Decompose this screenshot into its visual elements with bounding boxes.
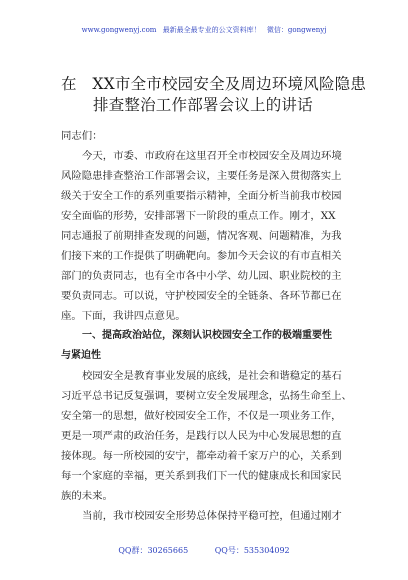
page-footer (0, 545, 408, 556)
body-text-line: 部门的负责同志，也有全市各中小学、幼儿园、职业院校的主 (61, 270, 342, 282)
body-text-line: 校园安全是教育事业发展的底线，是社会和谐稳定的基石 (82, 370, 342, 382)
body-text-line: 今天，市委、市政府在这里召开全市校园安全及周边环境 (82, 150, 342, 162)
qq-group: QQ群：30265665 (118, 546, 189, 555)
header-slogan: 最新最全最专业的公文资料库！ (162, 26, 261, 34)
body-text-line: 级关于安全工作的系列重要指示精神，全面分析当前我市校园 (61, 190, 342, 202)
body-text-line: 安全面临的形势，安排部署下一阶段的重点工作。刚才，XX (61, 210, 336, 222)
body-text-line: 座。下面，我讲四点意见。 (61, 310, 186, 322)
body-text-line: 习近平总书记反复强调，要树立安全发展理念，弘扬生命至上、 (61, 390, 352, 402)
body-text-line: 们接下来的工作提供了明确靶向。参加今天会议的有市直相关 (61, 250, 342, 262)
wechat-id: 微信：gongwenyj (266, 26, 327, 34)
qq-number: QQ号：535304092 (214, 546, 290, 555)
body-text-line: 族的未来。 (61, 490, 113, 502)
page-header (0, 25, 408, 35)
document-body (61, 126, 366, 526)
site-url[interactable]: www.gongwenyj.com (81, 26, 157, 34)
body-text-line: 风险隐患排查整治工作部署会议，主要任务是深入贯彻落实上 (61, 170, 342, 182)
document-title-line-1: 在 XX市全市校园安全及周边环境风险隐患 (61, 75, 367, 93)
document-title-line-2: 排查整治工作部署会议上的讲话 (93, 96, 313, 114)
body-text-line: 每一个家庭的幸福，更关系到我们下一代的健康成长和国家民 (61, 470, 342, 482)
section-heading-line: 与紧迫性 (61, 350, 101, 361)
body-text-line: 同志们： (61, 130, 103, 142)
body-text-line: 接体现。每一所校园的安宁，都牵动着千家万户的心，关系到 (61, 450, 342, 462)
body-text-line: 同志通报了前期排查发现的问题，情况客观、问题精准，为我 (61, 230, 342, 242)
body-text-line: 要负责同志。可以说，守护校园安全的全链条、各环节都已在 (61, 290, 342, 302)
body-text-line: 当前，我市校园安全形势总体保持平稳可控，但通过刚才 (82, 510, 342, 522)
body-text-line: 安全第一的思想，做好校园安全工作，不仅是一项业务工作， (61, 410, 342, 422)
body-text-line: 更是一项严肃的政治任务，是践行以人民为中心发展思想的直 (61, 430, 342, 442)
section-heading-line: 一、提高政治站位，深刻认识校园安全工作的极端重要性 (82, 330, 332, 341)
